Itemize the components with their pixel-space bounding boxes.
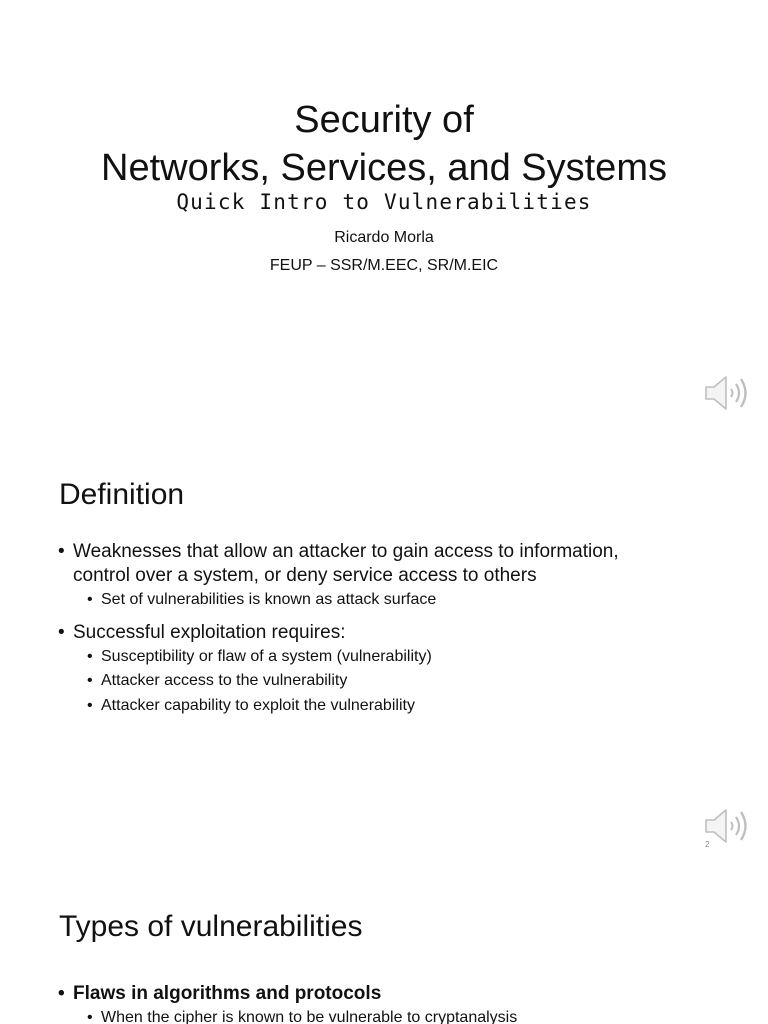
slide-title	[0, 96, 768, 192]
title-slide	[0, 0, 768, 432]
bullet-list	[58, 540, 678, 718]
speaker-icon[interactable]	[704, 374, 752, 412]
sub-bullet-item: • Attacker access to the vulnerability	[58, 669, 678, 694]
bullet-list	[58, 982, 678, 1024]
slide-heading: Types of vulnerabilities	[59, 910, 363, 943]
bullet-item: • Weaknesses that allow an attacker to gain access to information, control over a system, or deny service access to others	[58, 540, 678, 588]
sub-bullet-item: • Attacker capability to exploit the vulnerability	[58, 694, 678, 719]
definition-slide	[0, 434, 768, 866]
slide-number: 2	[705, 840, 710, 849]
bullet-item: • Successful exploitation requires:	[58, 621, 678, 645]
slide-subtitle: Quick Intro to Vulnerabilities	[176, 190, 592, 214]
slide-heading: Definition	[59, 478, 185, 511]
sub-bullet-item: • When the cipher is known to be vulnerable to cryptanalysis	[58, 1006, 678, 1024]
sub-bullet-item: • Susceptibility or flaw of a system (vulnerability)	[58, 645, 678, 670]
affiliation: FEUP – SSR/M.EEC, SR/M.EIC	[269, 257, 499, 274]
title-line-2: Networks, Services, and Systems	[101, 147, 667, 189]
sub-bullet-item: • Set of vulnerabilities is known as attack surface	[58, 588, 678, 613]
author-name: Ricardo Morla	[334, 229, 434, 246]
bullet-item: • Flaws in algorithms and protocols	[58, 982, 678, 1006]
types-slide	[0, 868, 768, 1024]
title-line-1: Security of	[294, 99, 474, 141]
speaker-icon[interactable]	[704, 807, 752, 845]
